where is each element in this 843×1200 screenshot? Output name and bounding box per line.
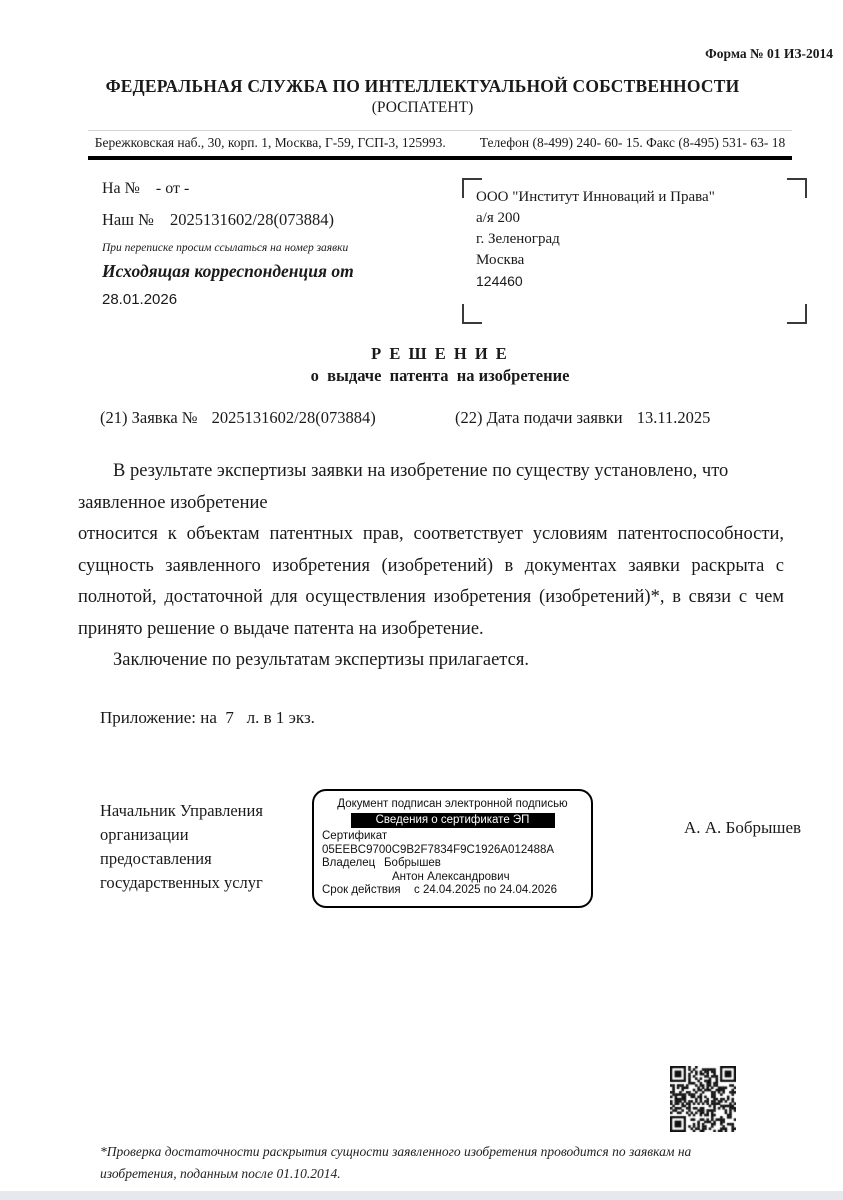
signer-position: [100, 799, 263, 895]
application-number-line: [100, 408, 376, 428]
incoming-ref-line: [102, 180, 189, 198]
recipient-region: Москва: [476, 252, 525, 268]
qr-code: [670, 1066, 736, 1132]
stamp-title: Документ подписан электронной подписью: [337, 798, 568, 810]
attachment-line: Приложение: на 7 л. в 1 экз.: [100, 708, 315, 727]
viewer-bottom-strip: [0, 1191, 843, 1200]
decision-title: Р Е Ш Е Н И Е: [371, 344, 509, 363]
footnote: [100, 1141, 691, 1185]
signer-name: А. А. Бобрышев: [684, 818, 802, 837]
agency-address: Бережковская наб., 30, корп. 1, Москва, Г-59, ГСП-3, 125993.: [94, 135, 446, 150]
signer-position-line: организации: [100, 825, 189, 844]
our-ref-value: 2025131602/28(073884): [169, 210, 335, 229]
signer-position-line: предоставления: [100, 849, 212, 868]
validity-label: Срок действия: [322, 884, 401, 896]
certificate-label: Сертификат: [322, 830, 388, 842]
incoming-ref-label: На №: [102, 180, 140, 197]
application-number-value: 2025131602/28(073884): [211, 408, 376, 427]
filing-date-label: (22) Дата подачи заявки: [455, 408, 623, 427]
digital-signature-stamp: [312, 789, 593, 908]
stamp-owner-row: [322, 857, 583, 871]
recipient-postcode: 124460: [476, 273, 523, 289]
body-line: полнотой, достаточной для осуществления изобретения (изобретений)*, в связи с чем: [78, 587, 784, 607]
correspondence-note: При переписке просим ссылаться на номер заявки: [102, 242, 349, 254]
footnote-line: изобретения, поданным после 01.10.2014.: [100, 1166, 341, 1181]
filing-date-line: [455, 408, 710, 428]
stamp-validity-row: [322, 884, 583, 898]
recipient-city: г. Зеленоград: [476, 231, 560, 247]
recipient-address-block: [476, 187, 715, 292]
validity-value: с 24.04.2025 по 24.04.2026: [414, 884, 558, 896]
our-ref-label: Наш №: [102, 210, 154, 229]
form-number-label: Форма № 01 ИЗ-2014: [705, 46, 833, 61]
owner-label: Владелец: [322, 857, 376, 869]
body-line: принято решение о выдаче патента на изобретение.: [78, 618, 484, 639]
address-frame-corner-bottom-left: [462, 304, 482, 324]
agency-phone-fax: Телефон (8-499) 240- 60- 15. Факс (8-495) 531- 63- 18: [479, 135, 786, 150]
certificate-value: 05EEBC9700C9B2F7834F9C1926A012488A: [322, 843, 555, 856]
signer-position-line: Начальник Управления: [100, 801, 263, 820]
decision-subtitle: о выдаче патента на изобретение: [310, 366, 570, 385]
address-frame-corner-top-right: [787, 178, 807, 198]
agency-contact-row: [88, 135, 792, 151]
body-line: заявленное изобретение: [78, 492, 268, 513]
header-rule: [88, 156, 792, 160]
signer-position-line: государственных услуг: [100, 873, 263, 892]
filing-date-value: 13.11.2025: [636, 408, 711, 427]
owner-patronymic: Антон Александрович: [392, 870, 510, 883]
outgoing-date: 28.01.2026: [102, 291, 178, 308]
recipient-name: ООО "Институт Инноваций и Права": [476, 189, 715, 205]
header-thin-rule: [88, 130, 792, 131]
incoming-ref-value: - от -: [155, 180, 190, 197]
owner-surname: Бобрышев: [384, 857, 441, 869]
our-ref-line: [102, 210, 334, 230]
decision-body: [78, 456, 784, 677]
certificate-info-bar: Сведения о сертификате ЭП: [351, 813, 555, 829]
outgoing-correspondence-label: Исходящая корреспонденция от: [102, 261, 354, 281]
agency-name: ФЕДЕРАЛЬНАЯ СЛУЖБА ПО ИНТЕЛЛЕКТУАЛЬНОЙ СОБСТВЕННОСТИ: [105, 76, 740, 96]
address-frame-corner-bottom-right: [787, 304, 807, 324]
application-number-label: (21) Заявка №: [100, 408, 198, 427]
body-line: сущность заявленного изобретения (изобретений) в документах заявки раскрыта с: [78, 555, 784, 576]
recipient-po-box: а/я 200: [476, 210, 520, 226]
footnote-line: *Проверка достаточности раскрытия сущности заявленного изобретения проводится по заявкам на: [100, 1144, 692, 1159]
body-line: Заключение по результатам экспертизы прилагается.: [113, 650, 529, 670]
agency-short-name: (РОСПАТЕНТ): [371, 99, 474, 116]
body-line: В результате экспертизы заявки на изобретение по существу установлено, что: [113, 461, 729, 481]
body-line: относится к объектам патентных прав, соответствует условиям патентоспособности,: [78, 524, 784, 544]
